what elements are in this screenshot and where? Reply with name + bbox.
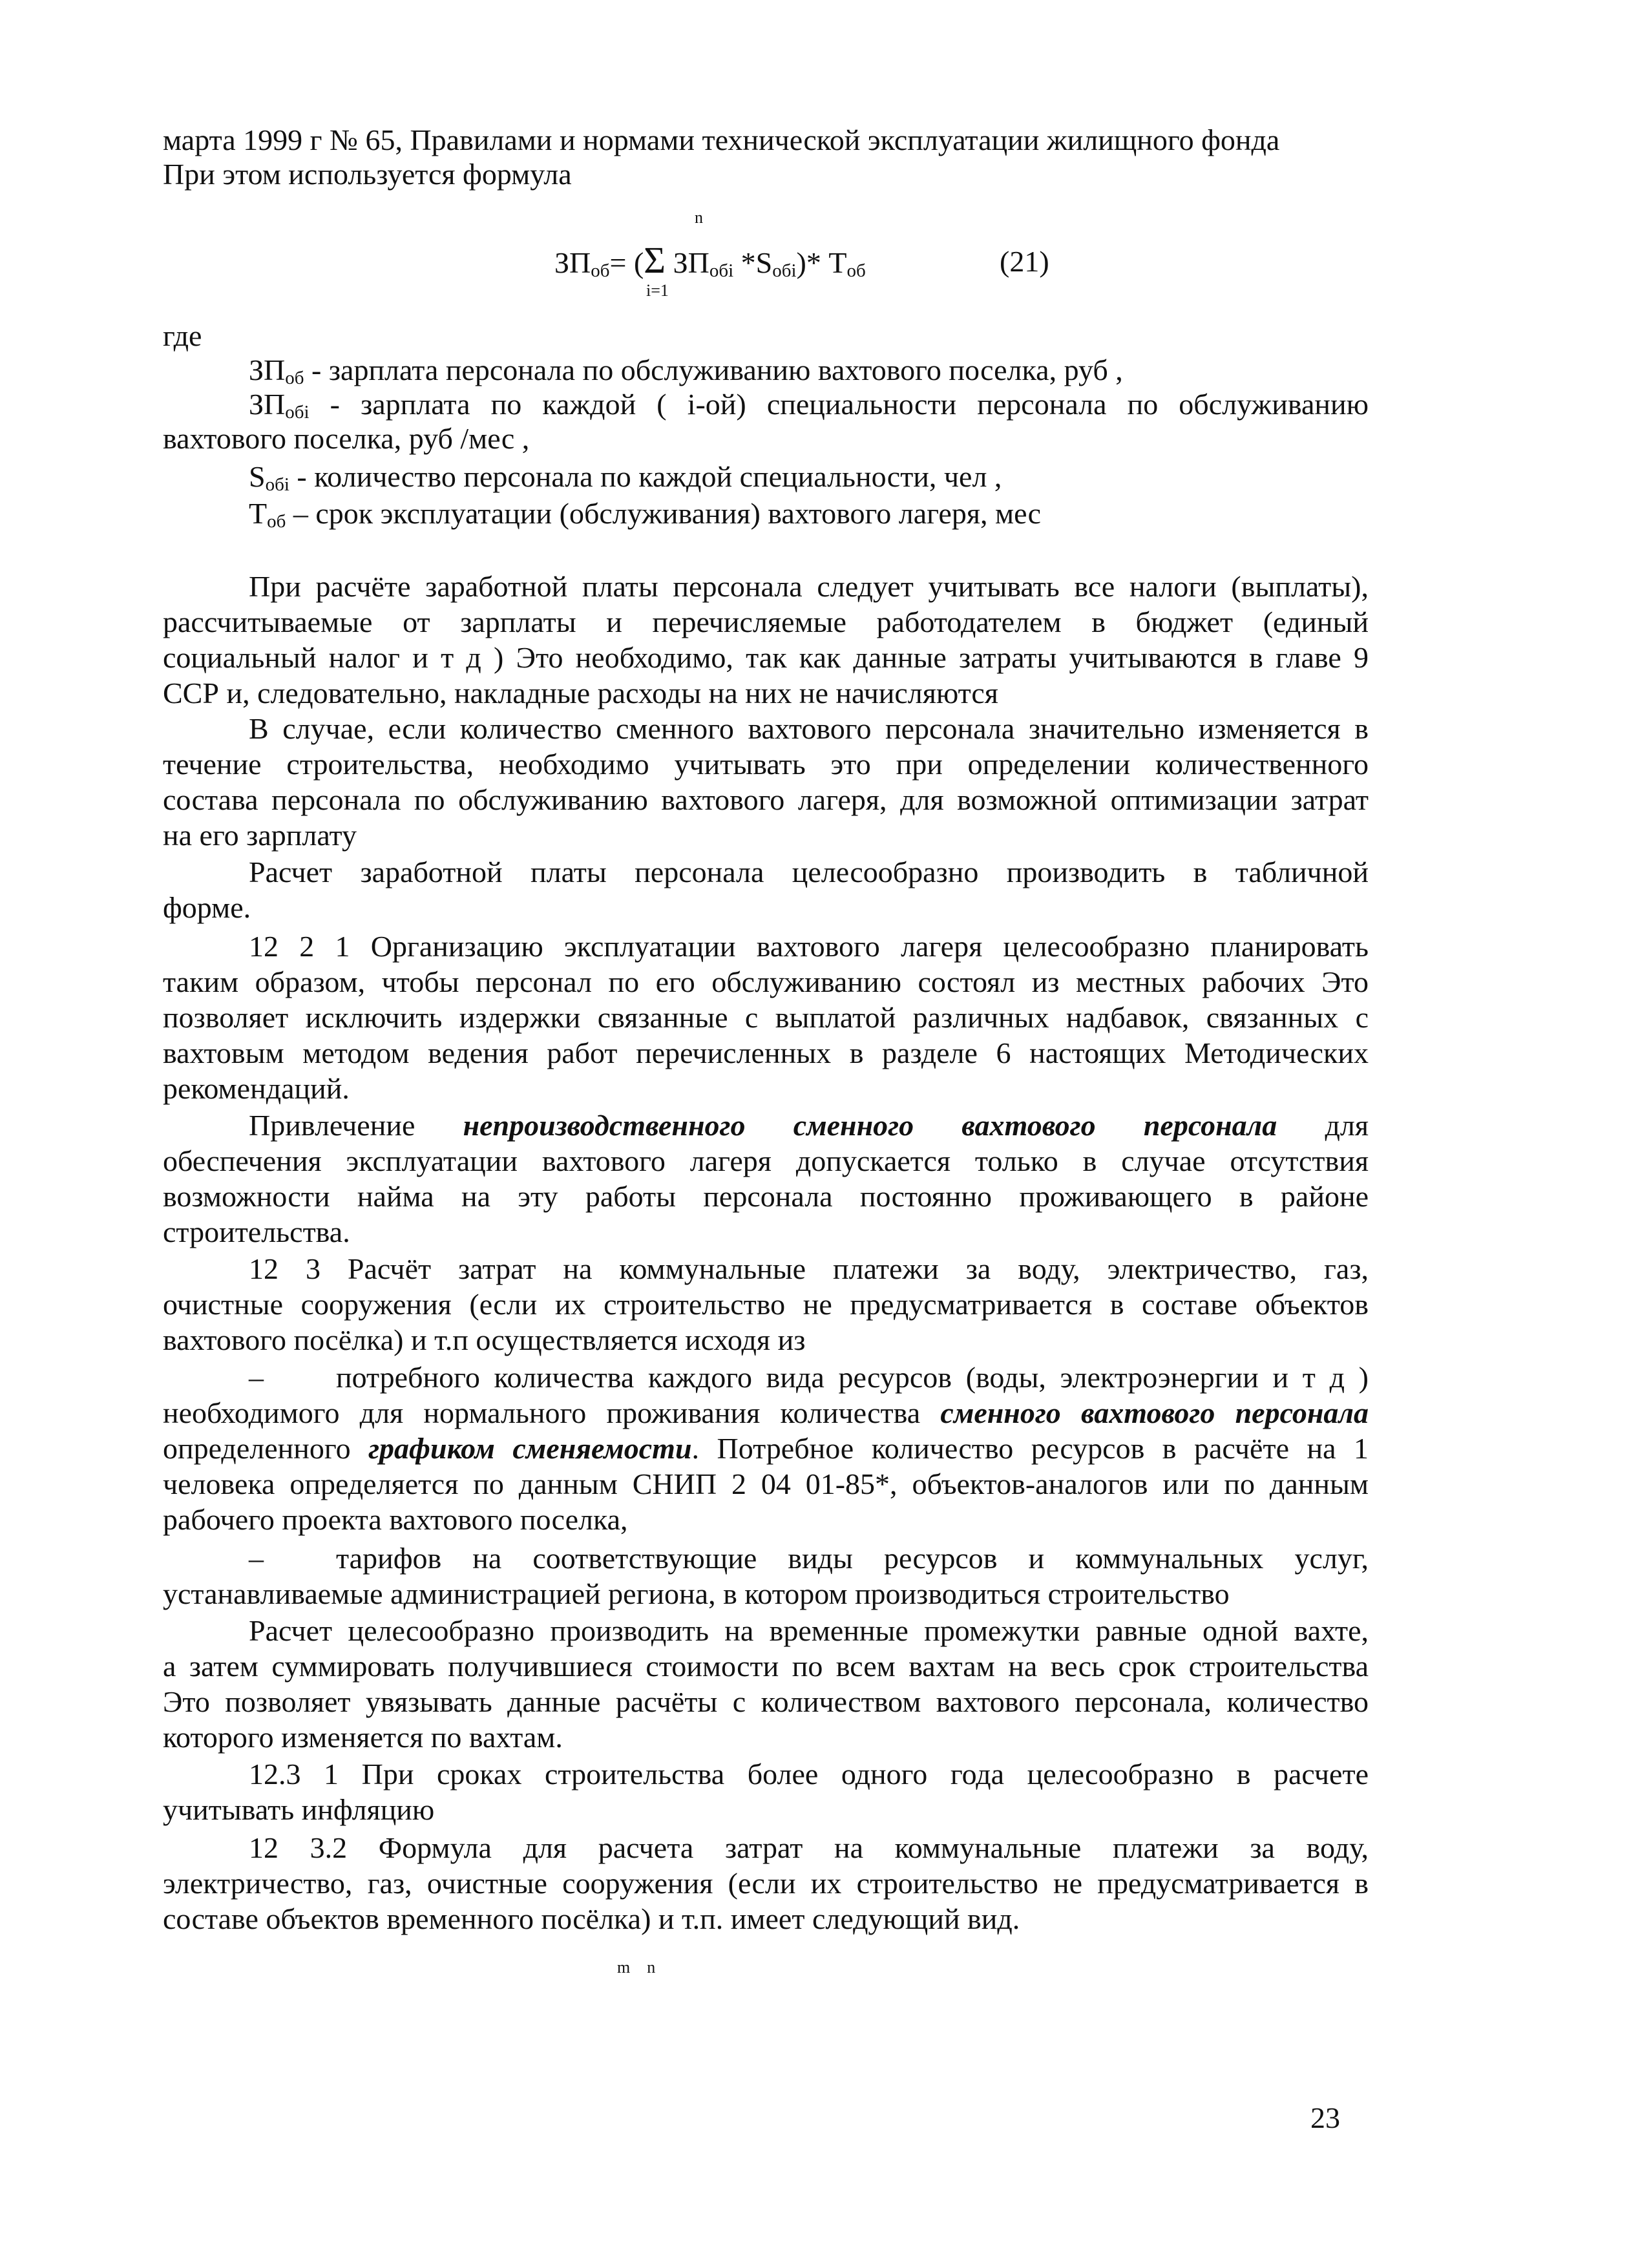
paragraph-line: Привлечение непроизводственного сменного вахтового персонала для [249, 1109, 1369, 1142]
paragraph-line: Расчет заработной платы персонала целесообразно производить в табличной [249, 856, 1369, 888]
emphasized-term: вахтового [961, 1109, 1096, 1142]
definition-line: $ЗП_{обi}$ - зарплата по каждой ( i-ой) специальности персонала по обслуживанию [249, 388, 1369, 422]
paragraph-line: Это позволяет увязывать данные расчёты с количеством вахтового персонала, количество [163, 1685, 1369, 1718]
paragraph-line: социальный налог и т д ) Это необходимо, так как данные затраты учитываются в главе 9 [163, 641, 1369, 674]
paragraph-line: течение строительства, необходимо учитывать это при определении количественного [163, 748, 1369, 781]
paragraph-line: на его зарплату [163, 819, 357, 852]
paragraph-line: вахтовым методом ведения работ перечисленных в разделе 6 настоящих Методических [163, 1036, 1369, 1069]
paragraph-line: позволяет исключить издержки связанные с выплатой различных надбавок, связанных с [163, 1001, 1369, 1034]
paragraph-line: а затем суммировать получившиеся стоимости по всем вахтам на весь срок строительства [163, 1650, 1369, 1683]
paragraph-line: рекомендаций. [163, 1072, 350, 1105]
paragraph-line: вахтового посёлка) и т.п осуществляется исходя из [163, 1323, 806, 1356]
paragraph-line: электричество, газ, очистные сооружения (если их строительство не предусматривается в [163, 1867, 1369, 1900]
paragraph-line: учитывать инфляцию [163, 1793, 435, 1826]
paragraph-line: 12 3.2 Формула для расчета затрат на коммунальные платежи за воду, [249, 1831, 1369, 1864]
sum-upper-limit: n [695, 208, 703, 227]
paragraph-line: 12 2 1 Организацию эксплуатации вахтового лагеря целесообразно планировать [249, 930, 1369, 963]
emphasized-term: сменного вахтового персонала [940, 1396, 1369, 1429]
paragraph-line: 12.3 1 При сроках строительства более одного года целесообразно в расчете [249, 1758, 1369, 1790]
list-item-line: устанавливаемые администрацией региона, в котором производиться строительство [163, 1577, 1230, 1610]
paragraph-line: очистные сооружения (если их строительство не предусматривается в составе объектов [163, 1288, 1369, 1321]
paragraph-line: таким образом, чтобы персонал по его обслуживанию состоял из местных рабочих Это [163, 965, 1369, 998]
formula-number: (21) [1000, 245, 1049, 278]
emphasized-term: непроизводственного [463, 1109, 746, 1142]
list-item-line: человека определяется по данным СНИП 2 04 01-85*, объектов-аналогов или по данным [163, 1467, 1369, 1500]
page-number: 23 [1310, 2101, 1340, 2134]
text-line: марта 1999 г № 65, Правилами и нормами технической эксплуатации жилищного фонда [163, 123, 1280, 156]
definition-line: $S_{обi}$ - количество персонала по каждой специальности, чел , [249, 460, 1002, 495]
definition-line: $ЗП_{об}$ - зарплата персонала по обслуживанию вахтового поселка, руб , [249, 353, 1123, 388]
emphasized-term: графиком сменяемости [368, 1432, 692, 1465]
paragraph-line: 12 3 Расчёт затрат на коммунальные платежи за воду, электричество, газ, [249, 1252, 1369, 1285]
list-item-line: рабочего проекта вахтового поселка, [163, 1503, 628, 1536]
list-item-line: определенного графиком сменяемости. Потребное количество ресурсов в расчёте на 1 [163, 1432, 1369, 1465]
formula-21-body: $ЗП_{об}= (\Sigma$ $ЗП_{обi}$ $*S_{обi})*$ $Т_{об}$ [554, 239, 866, 281]
paragraph-line: которого изменяется по вахтам. [163, 1721, 563, 1754]
paragraph-line: возможности найма на эту работы персонала постоянно проживающего в районе [163, 1180, 1369, 1213]
paragraph-line: составе объектов временного посёлка) и т.п. имеет следующий вид. [163, 1902, 1020, 1935]
definition-line: вахтового поселка, руб /мес , [163, 422, 530, 455]
text-line: При этом используется формула [163, 158, 572, 191]
text-line: где [163, 319, 202, 352]
formula-22-limits: m n [617, 1958, 656, 1977]
paragraph-line: рассчитываемые от зарплаты и перечисляемые работодателем в бюджет (единый [163, 605, 1369, 638]
sum-lower-limit: i=1 [646, 281, 669, 300]
sigma-symbol: Σ [644, 239, 666, 281]
list-item-line: потребного количества каждого вида ресурсов (воды, электроэнергии и т д ) [336, 1361, 1369, 1394]
paragraph-line: При расчёте заработной платы персонала следует учитывать все налоги (выплаты), [249, 570, 1369, 603]
paragraph-line: состава персонала по обслуживанию вахтового лагеря, для возможной оптимизации затрат [163, 783, 1369, 816]
paragraph-line: В случае, если количество сменного вахтового персонала значительно изменяется в [249, 712, 1369, 745]
paragraph-line: форме. [163, 891, 251, 924]
emphasized-term: сменного [793, 1109, 914, 1142]
paragraph-line: обеспечения эксплуатации вахтового лагеря допускается только в случае отсутствия [163, 1144, 1369, 1177]
emphasized-term: персонала [1143, 1109, 1277, 1142]
list-item-line: тарифов на соответствующие виды ресурсов и коммунальных услуг, [336, 1542, 1369, 1575]
paragraph-line: Расчет целесообразно производить на временные промежутки равные одной вахте, [249, 1614, 1369, 1647]
list-dash: – [249, 1361, 264, 1394]
list-item-line: необходимого для нормального проживания количества сменного вахтового персонала [163, 1396, 1369, 1429]
definition-line: $Т_{об}$ – срок эксплуатации (обслуживания) вахтового лагеря, мес [249, 497, 1042, 532]
paragraph-line: строительства. [163, 1215, 350, 1248]
paragraph-line: ССР и, следовательно, накладные расходы на них не начисляются [163, 677, 998, 709]
list-dash: – [249, 1542, 264, 1575]
